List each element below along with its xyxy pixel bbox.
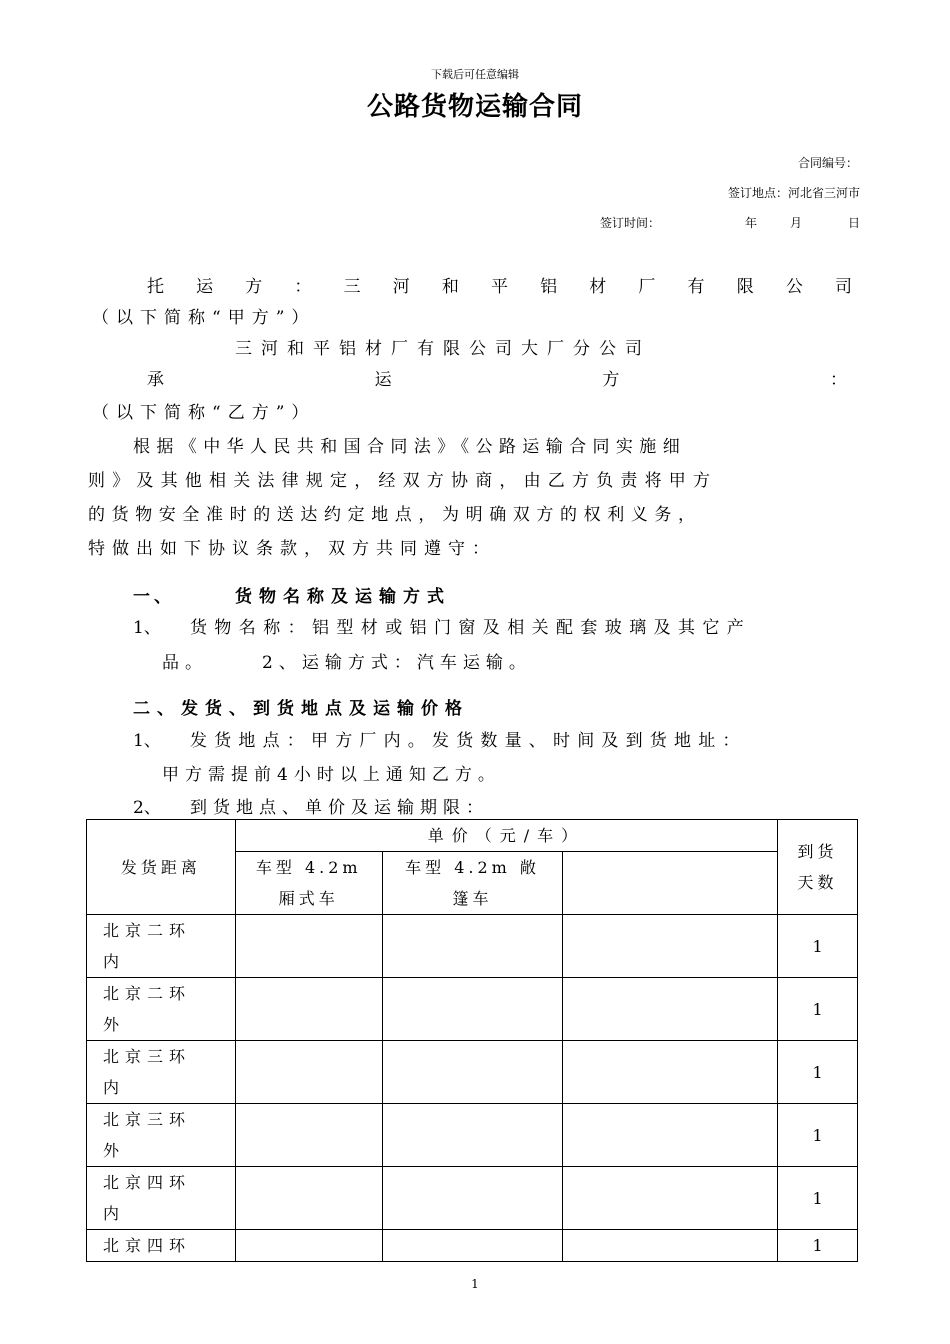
shipper-char: 运 [196, 277, 214, 297]
carrier-char: 方 [602, 370, 620, 390]
price-cell [382, 1167, 563, 1230]
shipper-alias: （以下简称“甲方”） [92, 308, 316, 328]
section-1-item-1-cont: 品。 [162, 653, 208, 673]
row-place: 北京三环 内 [87, 1041, 236, 1104]
shipper-char: 方 [245, 277, 263, 297]
carrier-char: 运 [374, 370, 392, 390]
section-1-item-2: 2、运输方式：汽车运输。 [262, 653, 532, 673]
table-row [87, 915, 858, 978]
document-title: 公路货物运输合同 [366, 92, 583, 122]
shipper-char: 限 [736, 277, 754, 297]
price-cell [235, 1230, 382, 1262]
sign-time-year: 年 [745, 216, 758, 230]
shipper-char: 有 [687, 277, 705, 297]
price-header: 单价（元/车） [235, 820, 777, 852]
shipper-char: 公 [785, 277, 803, 297]
price-cell [235, 1167, 382, 1230]
sign-place: 签订地点：河北省三河市 [727, 186, 860, 200]
table-row [87, 1104, 858, 1167]
page-number: 1 [471, 1277, 479, 1291]
vehicle-2-header [382, 852, 563, 915]
section-2-heading: 二、发货、到货地点及运输价格 [133, 699, 469, 719]
table-header-row [87, 820, 858, 852]
row-place: 北京二环 外 [87, 978, 236, 1041]
preamble-line-4: 特做出如下协议条款，双方共同遵守： [88, 539, 496, 559]
preamble-line-1: 根据《中华人民共和国合同法》《公路运输合同实施细 [133, 437, 687, 457]
shipper-char: 司 [834, 277, 852, 297]
price-cell [563, 1041, 778, 1104]
shipper-char: 铝 [540, 277, 558, 297]
vehicle-2-line-1: 车型 4.2m 敞 [405, 858, 540, 877]
table-row [87, 1167, 858, 1230]
price-cell [235, 1041, 382, 1104]
shipper-char: 和 [441, 277, 459, 297]
sign-time-month: 月 [790, 216, 803, 230]
shipper-char: ： [294, 277, 312, 297]
shipper-line [147, 272, 852, 297]
sign-time-day: 日 [848, 216, 861, 230]
rate-table [86, 819, 858, 1262]
price-cell [382, 1230, 563, 1262]
price-cell [382, 915, 563, 978]
price-cell [235, 1104, 382, 1167]
shipper-char: 平 [490, 277, 508, 297]
row-days: 1 [778, 978, 858, 1041]
shipper-char: 三 [343, 277, 361, 297]
shipper-char: 材 [589, 277, 607, 297]
vehicle-1-line-2: 厢式车 [278, 889, 339, 908]
section-1-heading: 货物名称及运输方式 [235, 587, 451, 607]
row-days: 1 [778, 1230, 858, 1262]
row-place: 北京四环 内 [87, 1167, 236, 1230]
header-note: 下载后可任意编辑 [431, 68, 519, 81]
row-days: 1 [778, 1104, 858, 1167]
price-cell [563, 1104, 778, 1167]
section-2-item-1: 发货地点：甲方厂内。发货数量、时间及到货地址： [190, 731, 747, 751]
price-cell [563, 915, 778, 978]
price-cell [382, 978, 563, 1041]
price-cell [382, 1104, 563, 1167]
price-cell [382, 1041, 563, 1104]
shipper-char: 托 [147, 277, 164, 297]
preamble-line-2: 则》及其他相关法律规定，经双方协商，由乙方负责将甲方 [88, 471, 718, 491]
table-row [87, 1041, 858, 1104]
price-cell [563, 978, 778, 1041]
section-2-item-1-cont: 甲方需提前4小时以上通知乙方。 [162, 765, 501, 785]
price-cell [563, 1167, 778, 1230]
days-header [778, 820, 858, 915]
shipper-char: 河 [392, 277, 410, 297]
carrier-char: ： [829, 370, 847, 390]
section-2-item-2-number: 2、 [133, 798, 161, 818]
price-cell [235, 915, 382, 978]
sign-time-label: 签订时间： [600, 216, 661, 230]
distance-header: 发货距离 [87, 820, 236, 915]
vehicle-1-header [235, 852, 382, 915]
section-1-item-1-number: 1、 [133, 618, 161, 638]
preamble-line-3: 的货物安全准时的送达约定地点，为明确双方的权利义务， [88, 505, 702, 525]
price-cell [235, 978, 382, 1041]
contract-number-label: 合同编号： [797, 156, 858, 170]
row-place: 北京四环 [87, 1230, 236, 1262]
carrier-line [147, 365, 847, 390]
vehicle-1-line-1: 车型 4.2m [255, 858, 362, 877]
row-place: 北京三环 外 [87, 1104, 236, 1167]
section-1-number: 一、 [133, 587, 175, 607]
carrier-char: 承 [147, 370, 164, 390]
price-cell [563, 1230, 778, 1262]
section-1-item-1: 货物名称：铝型材或铝门窗及相关配套玻璃及其它产 [190, 618, 752, 638]
vehicle-3-header [563, 852, 778, 915]
section-2-item-1-number: 1、 [133, 731, 161, 751]
table-row [87, 978, 858, 1041]
shipper-char: 厂 [638, 277, 656, 297]
row-days: 1 [778, 1167, 858, 1230]
vehicle-2-line-2: 篷车 [452, 889, 493, 908]
section-2-item-2: 到货地点、单价及运输期限： [190, 798, 489, 818]
row-days: 1 [778, 915, 858, 978]
days-header-line-1: 到货 [797, 842, 838, 861]
carrier-alias: （以下简称“乙方”） [92, 403, 316, 423]
row-place: 北京二环 内 [87, 915, 236, 978]
days-header-line-2: 天数 [797, 873, 838, 892]
table-row [87, 1230, 858, 1262]
row-days: 1 [778, 1041, 858, 1104]
carrier-name: 三河和平铝材厂有限公司大厂分公司 [235, 339, 651, 359]
